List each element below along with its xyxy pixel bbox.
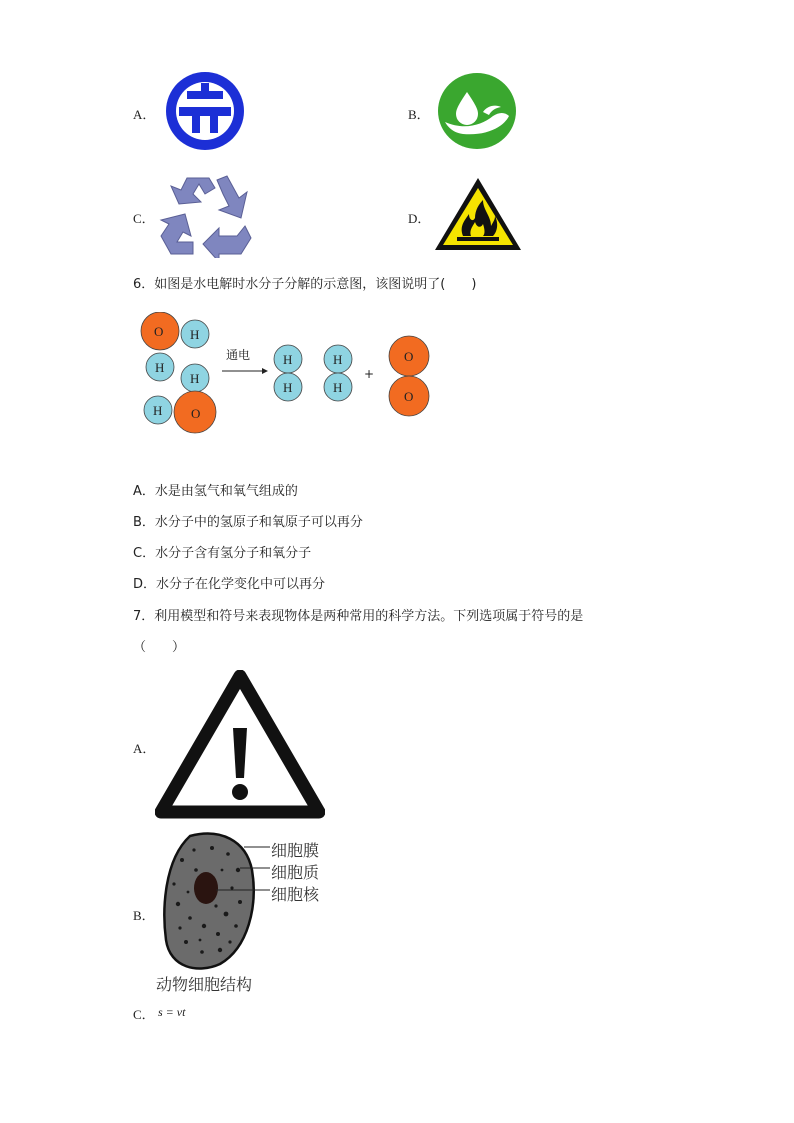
flammable-warning-icon <box>433 176 523 252</box>
atom-o-label: O <box>404 349 414 364</box>
cytoplasm-label: 细胞质 <box>271 863 320 882</box>
q5-option-a-label: A． <box>133 107 156 122</box>
q6-option-a: A．水是由氢气和氧气组成的 <box>133 484 298 499</box>
q7-stem-line2: （ ） <box>133 640 186 655</box>
q5-option-c-label: C． <box>133 211 155 226</box>
q6-stem: 6．如图是水电解时水分子分解的示意图，该图说明了( ) <box>133 277 477 292</box>
water-saving-logo-icon <box>163 69 247 153</box>
atom-o-label: O <box>191 406 201 421</box>
speed-formula: s = vt <box>158 1005 186 1019</box>
atom-h-label: H <box>155 360 165 375</box>
atom-h-label: H <box>190 371 200 386</box>
q7-option-c-label: C． <box>133 1007 155 1022</box>
atom-h-label: H <box>283 352 293 367</box>
atom-h-label: H <box>190 327 200 342</box>
atom-h-label: H <box>333 352 343 367</box>
atom-h-label: H <box>283 380 293 395</box>
q7-option-a-label: A． <box>133 741 156 756</box>
atom-h-label: H <box>333 380 343 395</box>
electrolysis-diagram <box>138 312 438 437</box>
warning-exclamation-icon <box>155 670 325 820</box>
plus-sign: + <box>364 367 375 381</box>
water-drop-logo-icon <box>437 72 517 150</box>
q6-option-c: C．水分子含有氢分子和氧分子 <box>133 546 312 561</box>
cell-diagram-caption: 动物细胞结构 <box>156 975 253 994</box>
atom-o-label: O <box>154 324 164 339</box>
recycle-icon <box>157 174 253 258</box>
cell-membrane-label: 细胞膜 <box>271 841 320 860</box>
atom-o-label: O <box>404 389 414 404</box>
electrolysis-diagram-graphic <box>138 312 438 437</box>
q6-option-b: B．水分子中的氢原子和氧原子可以再分 <box>133 515 363 530</box>
atom-h-label: H <box>153 403 163 418</box>
q5-option-d-label: D． <box>408 211 431 226</box>
q6-option-d: D．水分子在化学变化中可以再分 <box>133 577 326 592</box>
reaction-condition-label: 通电 <box>226 348 251 362</box>
animal-cell-diagram <box>156 830 340 1000</box>
q7-option-b-label: B． <box>133 908 155 923</box>
q7-stem-line1: 7．利用模型和符号来表现物体是两种常用的科学方法。下列选项属于符号的是 <box>133 609 584 624</box>
q5-option-b-label: B． <box>408 107 430 122</box>
nucleus-label: 细胞核 <box>271 885 320 904</box>
